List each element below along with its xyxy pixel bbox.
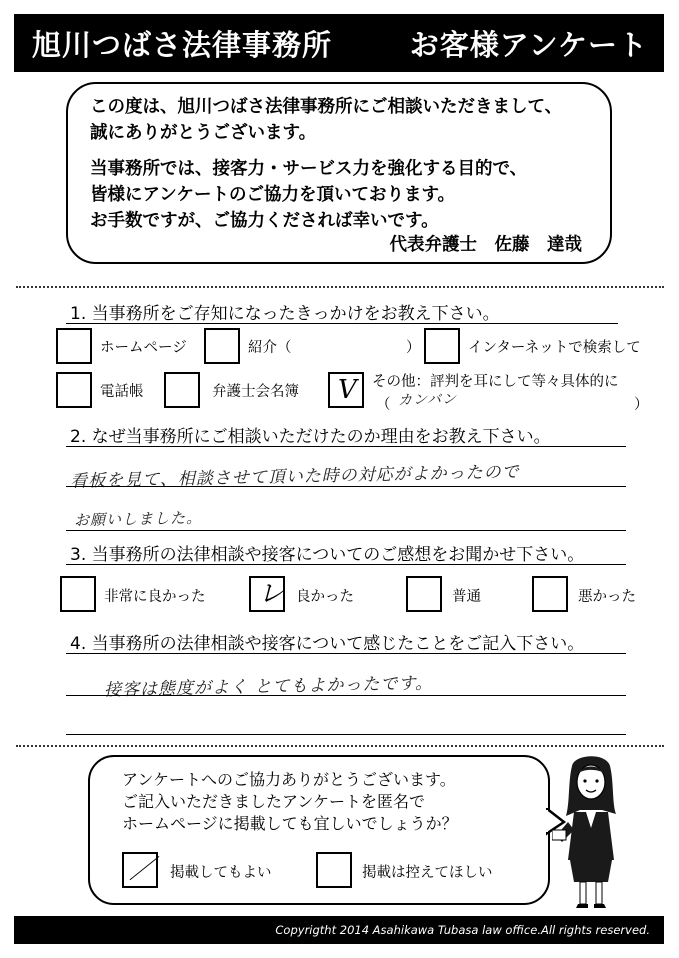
answer-line — [66, 486, 626, 487]
answer-2-line-2: お願いしました。 — [73, 508, 203, 530]
checkbox-good[interactable] — [249, 576, 285, 612]
referral-paren-close: ） — [406, 340, 421, 356]
other-paren-open: （ — [376, 397, 391, 413]
intro-box — [66, 82, 612, 264]
underline — [66, 653, 626, 654]
question-3: 3. 当事務所の法律相談や接客についてのご感想をお聞かせ下さい。 — [70, 545, 585, 565]
intro-line: 誠にありがとうございます。 — [90, 123, 317, 143]
checkbox-internet-search[interactable] — [424, 328, 460, 364]
question-4: 4. 当事務所の法律相談や接客について感じたことをご記入下さい。 — [70, 634, 585, 654]
check-mark: V — [338, 375, 357, 405]
option-label-other: その他：評判を耳にして等々具体的に — [372, 374, 619, 390]
divider — [16, 286, 664, 288]
page-subtitle: お客様アンケート — [409, 27, 648, 62]
checkbox-referral[interactable] — [204, 328, 240, 364]
intro-line: 皆様にアンケートのご協力を頂いております。 — [90, 185, 456, 205]
other-paren-close: ） — [634, 397, 649, 413]
checkbox-phonebook[interactable] — [56, 372, 92, 408]
page-title: 旭川つばさ法律事務所 — [32, 27, 333, 62]
checkbox-bad[interactable] — [532, 576, 568, 612]
option-label-very-good: 非常に良かった — [104, 589, 206, 605]
answer-line — [66, 530, 626, 531]
check-mark: ／ — [129, 855, 156, 885]
option-label-average: 普通 — [452, 589, 481, 605]
checkbox-homepage[interactable] — [56, 328, 92, 364]
other-handwritten-answer: カンバン — [397, 391, 458, 409]
footer-bar — [14, 916, 664, 944]
intro-line: この度は、旭川つばさ法律事務所にご相談いただきまして、 — [90, 97, 563, 117]
answer-4-line-1: 接客は態度がよく とてもよかったです。 — [103, 673, 434, 701]
consent-line: ホームページに掲載しても宜しいでしょうか？ — [122, 814, 458, 833]
checkbox-publish-decline[interactable] — [316, 852, 352, 888]
divider — [16, 745, 664, 747]
answer-line — [66, 734, 626, 735]
question-1: 1. 当事務所をご存知になったきっかけをお教え下さい。 — [70, 304, 500, 324]
option-label-bar-directory: 弁護士会名簿 — [212, 384, 299, 400]
consent-line: ご記入いただきましたアンケートを匿名で — [122, 792, 426, 811]
lawyer-illustration — [552, 752, 628, 912]
checkbox-average[interactable] — [406, 576, 442, 612]
intro-line: お手数ですが、ご協力くだされば幸いです。 — [90, 211, 439, 231]
checkbox-publish-ok[interactable] — [122, 852, 158, 888]
answer-2-line-1: 看板を見て、相談させて頂いた時の対応がよかったので — [69, 462, 520, 492]
option-label-publish-decline: 掲載は控えてほしい — [362, 865, 493, 881]
check-mark: レ — [258, 579, 285, 609]
option-label-bad: 悪かった — [578, 589, 636, 605]
consent-speech-bubble — [88, 755, 550, 905]
option-label-internet-search: インターネットで検索して — [468, 340, 641, 356]
copyright-text: Copyrigtht 2014 Asahikawa Tubasa law office.All rights reserved. — [275, 923, 650, 937]
question-2: 2. なぜ当事務所にご相談いただけたのか理由をお教え下さい。 — [70, 427, 551, 447]
consent-line: アンケートへのご協力ありがとうございます。 — [122, 770, 456, 789]
option-label-phonebook: 電話帳 — [100, 384, 144, 400]
checkbox-bar-directory[interactable] — [164, 372, 200, 408]
option-label-referral: 紹介（ — [248, 340, 292, 356]
underline — [66, 564, 626, 565]
answer-line — [66, 695, 626, 696]
option-label-homepage: ホームページ — [100, 340, 187, 356]
option-label-publish-ok: 掲載してもよい — [170, 865, 272, 881]
checkbox-very-good[interactable] — [60, 576, 96, 612]
underline — [66, 446, 626, 447]
intro-line: 当事務所では、接客力・サービス力を強化する目的で、 — [90, 159, 528, 179]
checkbox-other[interactable] — [328, 372, 364, 408]
option-label-good: 良かった — [296, 589, 354, 605]
signature: 代表弁護士 佐藤 達哉 — [389, 235, 582, 255]
header-bar — [14, 14, 664, 72]
underline — [66, 323, 618, 324]
